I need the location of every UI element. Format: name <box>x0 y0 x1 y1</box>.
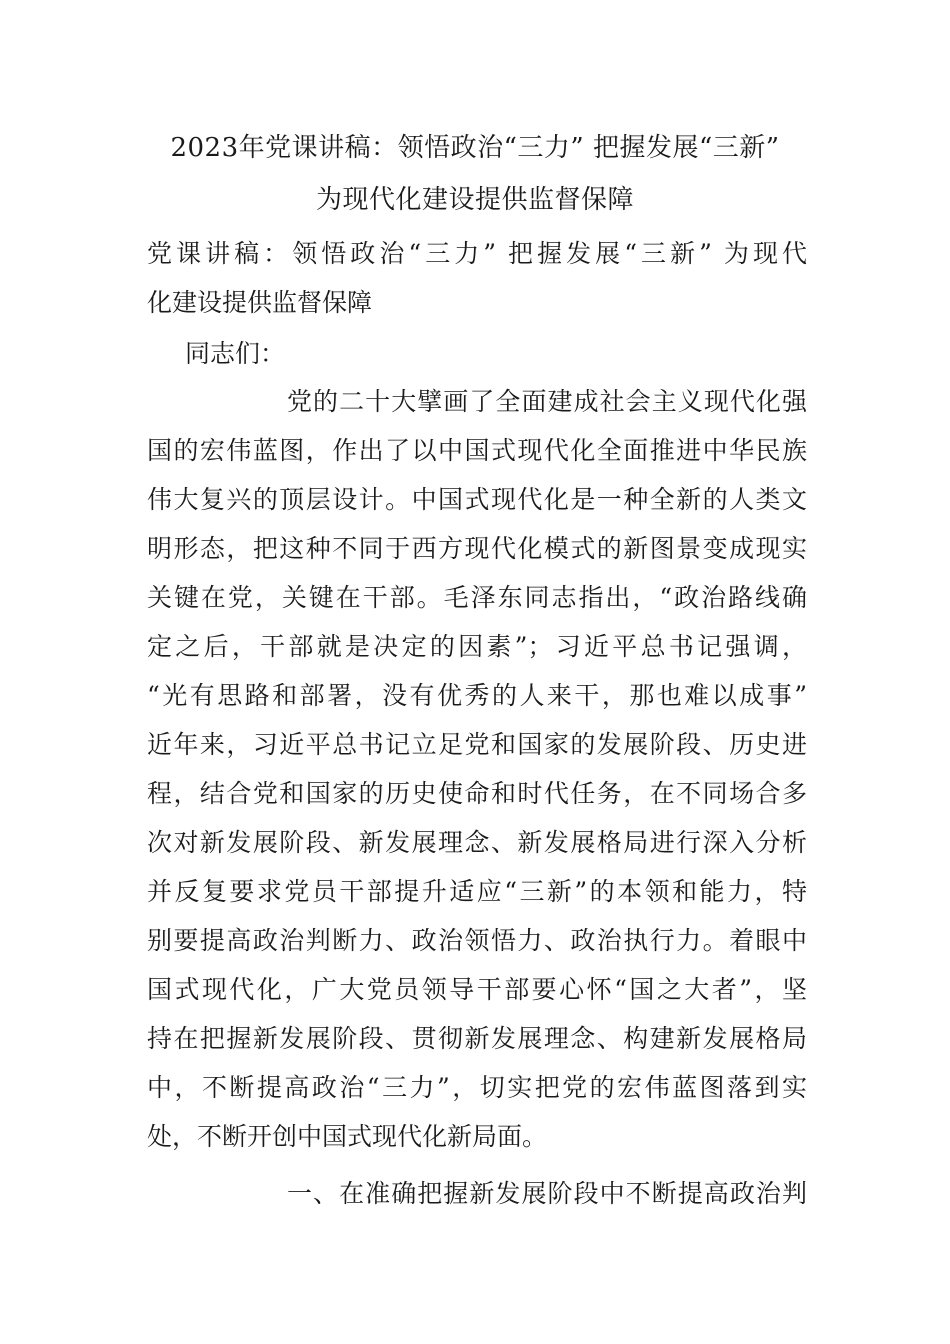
section-heading: 一、在准确把握新发展阶段中不断提高政治判 <box>287 1179 807 1208</box>
body-line: 定之后，干部就是决定的因素”；习近平总书记强调， <box>147 632 807 661</box>
body-line: 程，结合党和国家的历史使命和时代任务，在不同场合多 <box>147 779 807 808</box>
body-line: 别要提高政治判断力、政治领悟力、政治执行力。着眼中 <box>147 926 807 955</box>
body-line: 次对新发展阶段、新发展理念、新发展格局进行深入分析 <box>147 828 807 857</box>
body-line: 关键在党，关键在干部。毛泽东同志指出，“政治路线确 <box>147 583 807 612</box>
document-title-line-1: 2023年党课讲稿：领悟政治“三力” 把握发展“三新” <box>170 133 780 163</box>
subtitle-line-2: 化建设提供监督保障 <box>147 288 373 317</box>
body-line: 处，不断开创中国式现代化新局面。 <box>147 1122 548 1151</box>
body-line: 近年来，习近平总书记立足党和国家的发展阶段、历史进 <box>147 730 807 759</box>
body-line: 国式现代化，广大党员领导干部要心怀“国之大者”，坚 <box>147 975 807 1004</box>
body-line: “光有思路和部署，没有优秀的人来干，那也难以成事” <box>147 681 807 710</box>
greeting: 同志们： <box>185 339 286 368</box>
body-line: 中，不断提高政治“三力”，切实把党的宏伟蓝图落到实 <box>147 1073 807 1102</box>
document-title-line-2: 为现代化建设提供监督保障 <box>315 185 634 215</box>
body-line: 党的二十大擘画了全面建成社会主义现代化强 <box>287 387 807 416</box>
body-line: 国的宏伟蓝图，作出了以中国式现代化全面推进中华民族 <box>147 436 807 465</box>
body-line: 伟大复兴的顶层设计。中国式现代化是一种全新的人类文 <box>147 485 807 514</box>
body-line: 并反复要求党员干部提升适应“三新”的本领和能力，特 <box>147 877 807 906</box>
subtitle-line-1: 党课讲稿：领悟政治“三力” 把握发展“三新” 为现代 <box>147 239 807 268</box>
body-line: 明形态，把这种不同于西方现代化模式的新图景变成现实 <box>147 534 807 563</box>
body-line: 持在把握新发展阶段、贯彻新发展理念、构建新发展格局 <box>147 1024 807 1053</box>
